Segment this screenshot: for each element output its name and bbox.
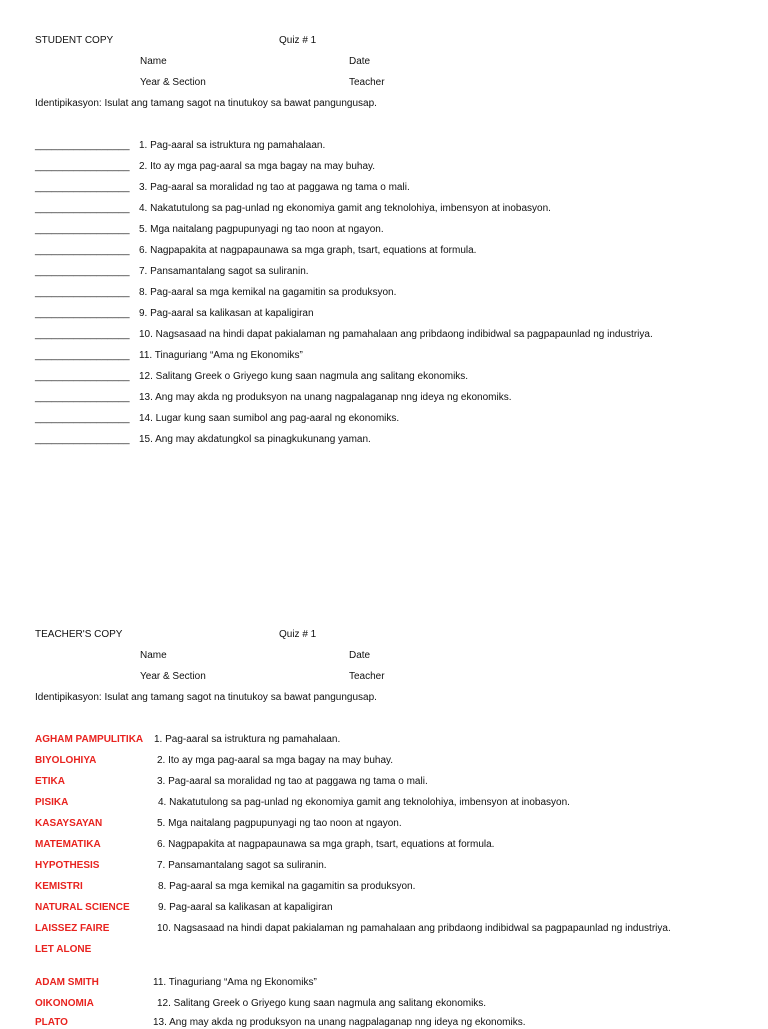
answer-row [35, 839, 495, 851]
answer-text: NATURAL SCIENCE [35, 902, 130, 913]
answer-row [35, 998, 487, 1010]
answer-text: OIKONOMIA [35, 998, 94, 1009]
teacher-teacher-label: Teacher [349, 671, 385, 682]
answer-row [35, 818, 402, 830]
student-question-row [35, 413, 399, 425]
answer-text: BIYOLOHIYA [35, 755, 97, 766]
student-question-row [35, 203, 551, 215]
student-question-row [35, 182, 410, 194]
question-text: 2. Ito ay mga pag-aaral sa mga bagay na may buhay. [139, 161, 376, 172]
answer-blank: _________________ [35, 140, 130, 151]
question-text: 12. Salitang Greek o Griyego kung saan nagmula ang salitang ekonomiks. [157, 998, 487, 1009]
question-text: 15. Ang may akdatungkol sa pinagkukunang yaman. [139, 434, 371, 445]
question-text: 8. Pag-aaral sa mga kemikal na gagamitin sa produksyon. [158, 881, 416, 892]
question-text: 3. Pag-aaral sa moralidad ng tao at paggawa ng tama o mali. [139, 182, 410, 193]
student-date-label: Date [349, 56, 371, 67]
answer-row [35, 944, 91, 956]
answer-text: HYPOTHESIS [35, 860, 100, 871]
answer-blank: _________________ [35, 266, 130, 277]
answer-blank: _________________ [35, 371, 130, 382]
student-question-row [35, 161, 375, 173]
answer-row [35, 902, 333, 914]
student-question-row [35, 392, 512, 404]
answer-blank: _________________ [35, 308, 130, 319]
answer-row [35, 776, 428, 788]
teacher-date-label: Date [349, 650, 371, 661]
answer-blank: _________________ [35, 224, 130, 235]
student-question-row [35, 266, 309, 278]
question-text: 11. Tinaguriang “Ama ng Ekonomiks” [139, 350, 303, 361]
question-text: 10. Nagsasaad na hindi dapat pakialaman ng pamahalaan ang pribdaong indibidwal sa pagpapaunlad ng industriya. [157, 923, 671, 934]
answer-blank: _________________ [35, 350, 130, 361]
answer-row [35, 881, 416, 893]
answer-row [35, 797, 570, 809]
question-text: 4. Nakatutulong sa pag-unlad ng ekonomiya gamit ang teknolohiya, imbensyon at inobasyon. [139, 203, 551, 214]
answer-blank: _________________ [35, 161, 130, 172]
question-text: 1. Pag-aaral sa istruktura ng pamahalaan. [139, 140, 326, 151]
answer-row [35, 860, 327, 872]
question-text: 13. Ang may akda ng produksyon na unang nagpalaganap nng ideya ng ekonomiks. [153, 1017, 526, 1028]
answer-text: LAISSEZ FAIRE [35, 923, 110, 934]
question-text: 6. Nagpapakita at nagpapaunawa sa mga graph, tsart, equations at formula. [139, 245, 477, 256]
answer-blank: _________________ [35, 413, 130, 424]
answer-text: KASAYSAYAN [35, 818, 103, 829]
question-text: 7. Pansamantalang sagot sa suliranin. [139, 266, 309, 277]
question-text: 2. Ito ay mga pag-aaral sa mga bagay na may buhay. [157, 755, 394, 766]
student-question-row [35, 140, 325, 152]
answer-text: AGHAM PAMPULITIKA [35, 734, 144, 745]
question-text: 8. Pag-aaral sa mga kemikal na gagamitin sa produksyon. [139, 287, 397, 298]
student-question-row [35, 245, 476, 257]
question-text: 9. Pag-aaral sa kalikasan at kapaligiran [158, 902, 333, 913]
answer-text: ETIKA [35, 776, 65, 787]
teacher-quiz-label: Quiz # 1 [279, 629, 317, 640]
answer-text: LET ALONE [35, 944, 92, 955]
student-question-row [35, 287, 396, 299]
answer-blank: _________________ [35, 203, 130, 214]
teacher-name-label: Name [140, 650, 167, 661]
answer-text: KEMISTRI [35, 881, 83, 892]
answer-row [35, 977, 317, 989]
question-text: 10. Nagsasaad na hindi dapat pakialaman ng pamahalaan ang pribdaong indibidwal sa pagpapaunlad ng industriya. [139, 329, 653, 340]
student-question-row [35, 224, 384, 236]
answer-text: ADAM SMITH [35, 977, 99, 988]
student-question-row [35, 371, 468, 383]
answer-blank: _________________ [35, 392, 130, 403]
student-instructions: Identipikasyon: Isulat ang tamang sagot na tinutukoy sa bawat pangungusap. [35, 98, 377, 109]
answer-text: PISIKA [35, 797, 69, 808]
answer-blank: _________________ [35, 182, 130, 193]
answer-text: PLATO [35, 1017, 68, 1028]
answer-row [35, 734, 341, 746]
answer-row [35, 923, 671, 935]
question-text: 7. Pansamantalang sagot sa suliranin. [157, 860, 327, 871]
question-text: 12. Salitang Greek o Griyego kung saan nagmula ang salitang ekonomiks. [139, 371, 469, 382]
answer-blank: _________________ [35, 287, 130, 298]
answer-row [35, 755, 394, 767]
student-question-row [35, 329, 653, 341]
student-teacher-label: Teacher [349, 77, 385, 88]
question-text: 5. Mga naitalang pagpupunyagi ng tao noon at ngayon. [139, 224, 384, 235]
question-text: 4. Nakatutulong sa pag-unlad ng ekonomiya gamit ang teknolohiya, imbensyon at inobasyon. [158, 797, 570, 808]
question-text: 1. Pag-aaral sa istruktura ng pamahalaan. [154, 734, 341, 745]
student-question-row [35, 308, 314, 320]
answer-row [35, 1017, 526, 1029]
answer-text: MATEMATIKA [35, 839, 101, 850]
student-copy-heading: STUDENT COPY [35, 35, 114, 46]
student-quiz-label: Quiz # 1 [279, 35, 317, 46]
question-text: 11. Tinaguriang “Ama ng Ekonomiks” [153, 977, 317, 988]
answer-blank: _________________ [35, 245, 130, 256]
question-text: 14. Lugar kung saan sumibol ang pag-aaral ng ekonomiks. [139, 413, 400, 424]
question-text: 3. Pag-aaral sa moralidad ng tao at paggawa ng tama o mali. [157, 776, 428, 787]
question-text: 13. Ang may akda ng produksyon na unang nagpalaganap nng ideya ng ekonomiks. [139, 392, 512, 403]
question-text: 5. Mga naitalang pagpupunyagi ng tao noon at ngayon. [157, 818, 402, 829]
question-text: 9. Pag-aaral sa kalikasan at kapaligiran [139, 308, 314, 319]
question-text: 6. Nagpapakita at nagpapaunawa sa mga graph, tsart, equations at formula. [157, 839, 495, 850]
answer-blank: _________________ [35, 329, 130, 340]
student-question-row [35, 350, 303, 362]
teacher-instructions: Identipikasyon: Isulat ang tamang sagot na tinutukoy sa bawat pangungusap. [35, 692, 377, 703]
answer-blank: _________________ [35, 434, 130, 445]
teacher-year-section-label: Year & Section [140, 671, 206, 682]
student-name-label: Name [140, 56, 167, 67]
teacher-copy-heading: TEACHER'S COPY [35, 629, 123, 640]
student-question-row [35, 434, 371, 446]
student-year-section-label: Year & Section [140, 77, 206, 88]
